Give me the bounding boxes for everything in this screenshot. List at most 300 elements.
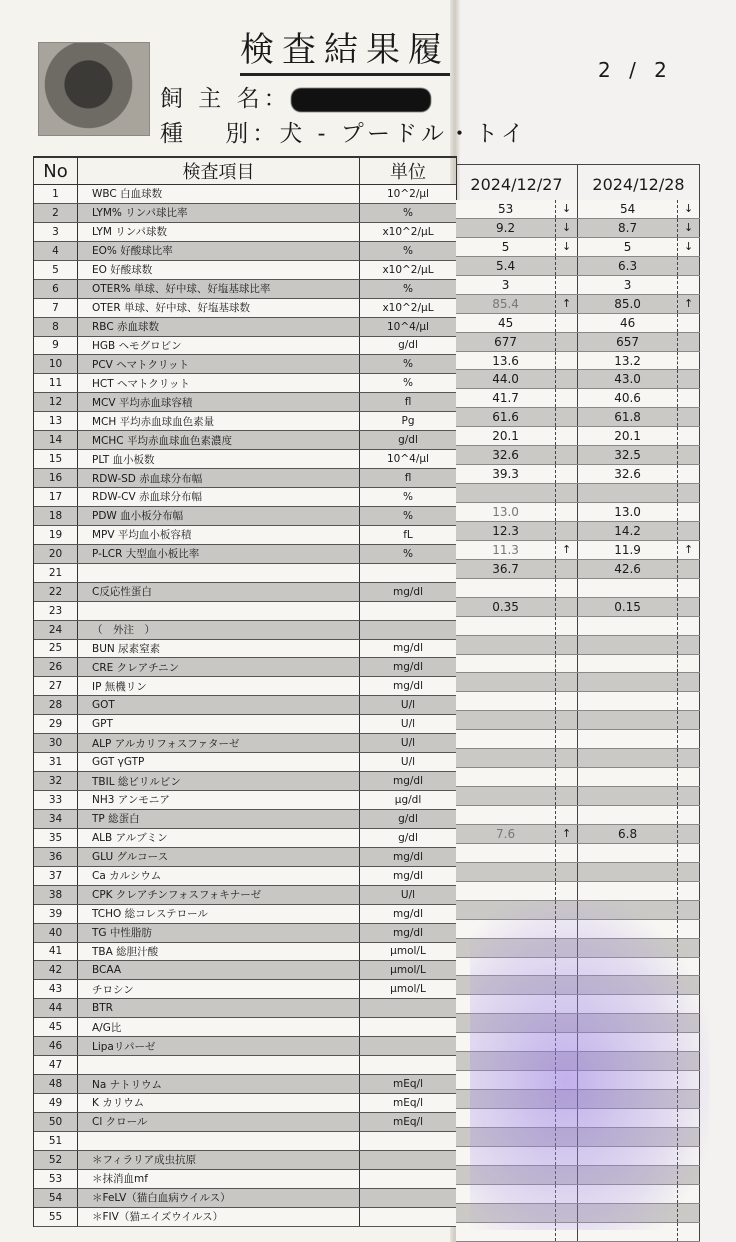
species-label: 種 別： xyxy=(160,121,280,147)
cell-item: ＊FeLV（猫白血病ウイルス） xyxy=(78,1189,360,1207)
owner-label: 飼 主 名： xyxy=(160,86,291,112)
result-value xyxy=(578,579,677,597)
result-value xyxy=(456,673,555,691)
cell-unit: mg/dl xyxy=(360,867,457,885)
result-cell-date-2 xyxy=(578,427,700,445)
result-value xyxy=(456,692,555,710)
result-cell-date-2 xyxy=(578,314,700,332)
cell-item: ALP アルカリフォスファターゼ xyxy=(78,734,360,752)
result-row xyxy=(456,484,700,503)
result-row xyxy=(456,1052,700,1071)
result-flag xyxy=(677,655,699,673)
table-row xyxy=(34,261,457,280)
result-cell-date-1 xyxy=(456,920,578,938)
result-flag xyxy=(677,389,699,407)
result-cell-date-2 xyxy=(578,200,700,218)
cell-no: 38 xyxy=(34,886,78,904)
result-cell-date-1 xyxy=(456,503,578,521)
result-value: 44.0 xyxy=(492,372,519,387)
result-cell-date-1 xyxy=(456,408,578,426)
result-flag xyxy=(555,1128,577,1146)
cell-unit: fl xyxy=(360,469,457,487)
header-no: No xyxy=(34,158,78,184)
cell-unit: mg/dl xyxy=(360,905,457,923)
result-flag xyxy=(677,920,699,938)
result-row xyxy=(456,370,700,389)
result-cell-date-1 xyxy=(456,1147,578,1165)
cell-unit xyxy=(360,999,457,1017)
result-flag xyxy=(677,787,699,805)
cell-unit: μmol/L xyxy=(360,980,457,998)
cell-no: 24 xyxy=(34,621,78,639)
table-row xyxy=(34,1018,457,1037)
cell-unit: U/l xyxy=(360,715,457,733)
result-flag: ↓ xyxy=(677,219,699,237)
result-value xyxy=(578,1185,677,1203)
table-row xyxy=(34,431,457,450)
cell-item: Cl クロール xyxy=(78,1113,360,1131)
result-value xyxy=(578,1166,677,1184)
table-row xyxy=(34,1208,457,1227)
cell-unit: 10^4/μl xyxy=(360,450,457,468)
result-cell-date-2 xyxy=(578,238,700,256)
result-cell-date-1 xyxy=(456,276,578,294)
result-value: 42.6 xyxy=(614,561,641,576)
result-flag xyxy=(555,1033,577,1051)
result-value: 7.6 xyxy=(496,826,516,841)
cell-unit: % xyxy=(360,355,457,373)
result-cell-date-2 xyxy=(578,976,700,994)
result-value: 11.3 xyxy=(492,542,519,557)
cell-no: 40 xyxy=(34,924,78,942)
result-flag xyxy=(555,408,577,426)
cell-no: 4 xyxy=(34,242,78,260)
result-cell-date-1 xyxy=(456,768,578,786)
cell-no: 39 xyxy=(34,905,78,923)
result-flag xyxy=(677,503,699,521)
cell-unit: x10^2/μL xyxy=(360,299,457,317)
result-flag xyxy=(555,389,577,407)
cell-unit: μg/dl xyxy=(360,791,457,809)
result-flag xyxy=(677,636,699,654)
result-cell-date-2 xyxy=(578,276,700,294)
result-cell-date-2 xyxy=(578,370,700,388)
result-cell-date-2 xyxy=(578,1147,700,1165)
cell-no: 11 xyxy=(34,374,78,392)
cell-no: 14 xyxy=(34,431,78,449)
table-row xyxy=(34,943,457,962)
cell-item xyxy=(78,602,360,620)
result-flag xyxy=(677,427,699,445)
result-cell-date-1 xyxy=(456,1014,578,1032)
cell-item: PDW 血小板分布幅 xyxy=(78,507,360,525)
result-row xyxy=(456,901,700,920)
result-value xyxy=(456,768,555,786)
result-cell-date-2 xyxy=(578,692,700,710)
cell-item: K カリウム xyxy=(78,1094,360,1112)
cell-no: 29 xyxy=(34,715,78,733)
result-row xyxy=(456,1223,700,1242)
result-flag xyxy=(555,276,577,294)
table-row xyxy=(34,1170,457,1189)
result-row xyxy=(456,825,700,844)
result-row xyxy=(456,257,700,276)
result-cell-date-1 xyxy=(456,522,578,540)
result-flag xyxy=(677,806,699,824)
species-line xyxy=(160,115,528,148)
cell-unit: μmol/L xyxy=(360,943,457,961)
result-row xyxy=(456,295,700,314)
cell-item: Ca カルシウム xyxy=(78,867,360,885)
cell-item: ＊フィラリア成虫抗原 xyxy=(78,1151,360,1169)
result-row xyxy=(456,1071,700,1090)
result-value: 5 xyxy=(501,239,510,254)
result-cell-date-1 xyxy=(456,257,578,275)
cell-item: LYM% リンパ球比率 xyxy=(78,204,360,222)
result-value: 3 xyxy=(501,277,510,292)
cell-unit: mg/dl xyxy=(360,848,457,866)
result-flag: ↑ xyxy=(555,541,577,559)
result-value xyxy=(578,1128,677,1146)
table-row xyxy=(34,924,457,943)
result-flag xyxy=(555,901,577,919)
result-flag xyxy=(677,1147,699,1165)
cell-no: 2 xyxy=(34,204,78,222)
result-cell-date-1 xyxy=(456,711,578,729)
result-row xyxy=(456,1185,700,1204)
result-cell-date-2 xyxy=(578,768,700,786)
result-value xyxy=(578,1071,677,1089)
cell-unit: mEq/l xyxy=(360,1113,457,1131)
result-flag xyxy=(677,1052,699,1070)
result-flag xyxy=(677,522,699,540)
cell-no: 19 xyxy=(34,526,78,544)
result-row xyxy=(456,995,700,1014)
result-flag xyxy=(555,768,577,786)
result-flag xyxy=(555,314,577,332)
table-row xyxy=(34,961,457,980)
result-row xyxy=(456,673,700,692)
result-value xyxy=(578,636,677,654)
result-flag xyxy=(555,749,577,767)
result-flag xyxy=(555,1109,577,1127)
result-flag xyxy=(677,352,699,370)
cell-no: 6 xyxy=(34,280,78,298)
result-value xyxy=(456,976,555,994)
cell-unit: x10^2/μL xyxy=(360,223,457,241)
result-flag xyxy=(677,768,699,786)
cell-item: TP 総蛋白 xyxy=(78,810,360,828)
cell-item: LYM リンパ球数 xyxy=(78,223,360,241)
result-cell-date-2 xyxy=(578,1052,700,1070)
cell-unit: 10^4/μl xyxy=(360,318,457,336)
table-row xyxy=(34,640,457,659)
result-value xyxy=(456,730,555,748)
result-cell-date-2 xyxy=(578,598,700,616)
owner-line xyxy=(160,80,431,113)
cell-no: 54 xyxy=(34,1189,78,1207)
cell-item: RBC 赤血球数 xyxy=(78,318,360,336)
result-row xyxy=(456,238,700,257)
cell-item xyxy=(78,1056,360,1074)
table-row xyxy=(34,1037,457,1056)
result-cell-date-2 xyxy=(578,522,700,540)
cell-unit: g/dl xyxy=(360,810,457,828)
cell-no: 25 xyxy=(34,640,78,658)
result-value: 36.7 xyxy=(492,561,519,576)
page-number: 2 / 2 xyxy=(598,58,673,82)
result-row xyxy=(456,408,700,427)
result-flag: ↓ xyxy=(677,200,699,218)
result-flag: ↓ xyxy=(677,238,699,256)
cell-unit xyxy=(360,564,457,582)
result-value: 20.1 xyxy=(492,429,519,444)
result-cell-date-2 xyxy=(578,408,700,426)
result-cell-date-2 xyxy=(578,1109,700,1127)
result-row xyxy=(456,768,700,787)
cell-no: 13 xyxy=(34,412,78,430)
date-header-1: 2024/12/27 xyxy=(456,164,578,200)
result-flag xyxy=(677,882,699,900)
table-row xyxy=(34,658,457,677)
result-row xyxy=(456,503,700,522)
result-flag xyxy=(677,1033,699,1051)
document-title: 検査結果履 xyxy=(240,22,450,76)
result-flag xyxy=(677,1185,699,1203)
cell-item: PCV ヘマトクリット xyxy=(78,355,360,373)
cell-item: TBA 総胆汁酸 xyxy=(78,943,360,961)
result-value xyxy=(578,1147,677,1165)
result-row xyxy=(456,882,700,901)
result-flag xyxy=(677,692,699,710)
result-row xyxy=(456,1204,700,1223)
result-value xyxy=(578,1052,677,1070)
result-cell-date-2 xyxy=(578,295,700,313)
result-cell-date-2 xyxy=(578,465,700,483)
result-value xyxy=(456,863,555,881)
cell-no: 36 xyxy=(34,848,78,866)
cell-no: 48 xyxy=(34,1075,78,1093)
result-flag xyxy=(555,976,577,994)
result-value: 657 xyxy=(616,334,640,349)
result-cell-date-2 xyxy=(578,257,700,275)
result-cell-date-1 xyxy=(456,1033,578,1051)
result-value: 9.2 xyxy=(496,220,516,235)
table-row xyxy=(34,602,457,621)
cell-no: 5 xyxy=(34,261,78,279)
cell-no: 49 xyxy=(34,1094,78,1112)
table-row xyxy=(34,1075,457,1094)
result-value: 0.35 xyxy=(492,599,519,614)
result-cell-date-2 xyxy=(578,825,700,843)
cell-no: 8 xyxy=(34,318,78,336)
cell-unit: mg/dl xyxy=(360,924,457,942)
cell-unit: % xyxy=(360,488,457,506)
table-row xyxy=(34,1056,457,1075)
result-flag xyxy=(677,976,699,994)
result-cell-date-2 xyxy=(578,503,700,521)
result-row xyxy=(456,219,700,238)
table-row xyxy=(34,999,457,1018)
result-flag xyxy=(555,1166,577,1184)
cell-no: 32 xyxy=(34,772,78,790)
result-cell-date-1 xyxy=(456,787,578,805)
result-flag xyxy=(555,560,577,578)
result-value xyxy=(578,995,677,1013)
result-row xyxy=(456,749,700,768)
pet-photo xyxy=(38,42,150,136)
result-value xyxy=(578,787,677,805)
result-row xyxy=(456,465,700,484)
result-value: 5 xyxy=(623,239,632,254)
result-cell-date-1 xyxy=(456,219,578,237)
cell-item: HGB ヘモグロビン xyxy=(78,337,360,355)
table-row xyxy=(34,337,457,356)
result-flag xyxy=(677,598,699,616)
results-body xyxy=(456,200,700,1242)
result-value: 6.8 xyxy=(618,826,638,841)
result-cell-date-2 xyxy=(578,1223,700,1241)
result-value: 5.4 xyxy=(496,258,516,273)
table-row xyxy=(34,242,457,261)
cell-item: Na ナトリウム xyxy=(78,1075,360,1093)
result-row xyxy=(456,787,700,806)
result-flag xyxy=(555,995,577,1013)
cell-unit xyxy=(360,1056,457,1074)
result-flag xyxy=(677,958,699,976)
result-cell-date-2 xyxy=(578,219,700,237)
table-row xyxy=(34,621,457,640)
result-row xyxy=(456,579,700,598)
cell-unit xyxy=(360,1170,457,1188)
result-flag xyxy=(555,673,577,691)
result-value xyxy=(578,1204,677,1222)
result-cell-date-2 xyxy=(578,1185,700,1203)
result-cell-date-2 xyxy=(578,863,700,881)
result-cell-date-2 xyxy=(578,844,700,862)
cell-unit xyxy=(360,1189,457,1207)
cell-item: GPT xyxy=(78,715,360,733)
cell-no: 21 xyxy=(34,564,78,582)
result-cell-date-1 xyxy=(456,579,578,597)
result-value xyxy=(456,1128,555,1146)
result-flag xyxy=(555,484,577,502)
results-header xyxy=(456,164,700,200)
result-row xyxy=(456,1147,700,1166)
result-value xyxy=(456,617,555,635)
table-row xyxy=(34,980,457,999)
cell-no: 18 xyxy=(34,507,78,525)
result-flag xyxy=(555,333,577,351)
result-value xyxy=(456,787,555,805)
result-cell-date-2 xyxy=(578,655,700,673)
result-value: 32.6 xyxy=(492,448,519,463)
result-flag xyxy=(555,863,577,881)
result-row xyxy=(456,427,700,446)
result-cell-date-1 xyxy=(456,901,578,919)
result-row xyxy=(456,598,700,617)
table-row xyxy=(34,469,457,488)
result-value: 61.6 xyxy=(492,410,519,425)
cell-no: 46 xyxy=(34,1037,78,1055)
result-value xyxy=(578,1223,677,1241)
result-cell-date-1 xyxy=(456,352,578,370)
result-value xyxy=(456,1109,555,1127)
table-row xyxy=(34,223,457,242)
result-cell-date-1 xyxy=(456,749,578,767)
result-value xyxy=(456,655,555,673)
cell-no: 51 xyxy=(34,1132,78,1150)
table-row xyxy=(34,1094,457,1113)
table-row xyxy=(34,299,457,318)
result-value xyxy=(456,939,555,957)
result-cell-date-2 xyxy=(578,352,700,370)
cell-unit xyxy=(360,621,457,639)
table-row xyxy=(34,696,457,715)
cell-unit: μmol/L xyxy=(360,961,457,979)
result-value xyxy=(456,579,555,597)
cell-item: GOT xyxy=(78,696,360,714)
cell-unit xyxy=(360,1018,457,1036)
result-value xyxy=(456,711,555,729)
result-cell-date-1 xyxy=(456,333,578,351)
result-cell-date-1 xyxy=(456,976,578,994)
cell-item: GGT γGTP xyxy=(78,753,360,771)
result-cell-date-2 xyxy=(578,541,700,559)
result-flag xyxy=(555,1223,577,1241)
cell-item: HCT ヘマトクリット xyxy=(78,374,360,392)
cell-item: OTER 単球、好中球、好塩基球数 xyxy=(78,299,360,317)
result-flag xyxy=(677,901,699,919)
result-value xyxy=(578,863,677,881)
result-flag: ↑ xyxy=(555,825,577,843)
result-flag xyxy=(677,863,699,881)
result-flag xyxy=(555,1147,577,1165)
result-flag xyxy=(555,427,577,445)
result-value: 13.2 xyxy=(614,353,641,368)
result-flag xyxy=(555,446,577,464)
cell-item: WBC 白血球数 xyxy=(78,185,360,203)
cell-no: 34 xyxy=(34,810,78,828)
result-flag xyxy=(555,844,577,862)
result-cell-date-2 xyxy=(578,484,700,502)
cell-item: CPK クレアチンフォスフォキナーゼ xyxy=(78,886,360,904)
result-row xyxy=(456,522,700,541)
result-value: 46 xyxy=(619,315,636,330)
cell-unit: % xyxy=(360,507,457,525)
result-cell-date-1 xyxy=(456,1090,578,1108)
result-value xyxy=(578,1014,677,1032)
cell-item: チロシン xyxy=(78,980,360,998)
result-flag xyxy=(555,617,577,635)
result-value: 32.5 xyxy=(614,448,641,463)
result-cell-date-1 xyxy=(456,598,578,616)
cell-no: 12 xyxy=(34,393,78,411)
result-cell-date-1 xyxy=(456,863,578,881)
result-flag xyxy=(555,939,577,957)
result-value xyxy=(578,901,677,919)
result-flag: ↑ xyxy=(555,295,577,313)
result-cell-date-2 xyxy=(578,579,700,597)
result-flag xyxy=(555,882,577,900)
redacted-owner-name xyxy=(291,88,431,112)
result-cell-date-1 xyxy=(456,882,578,900)
result-value xyxy=(578,844,677,862)
result-row xyxy=(456,692,700,711)
result-flag xyxy=(555,1090,577,1108)
cell-no: 35 xyxy=(34,829,78,847)
result-value xyxy=(578,939,677,957)
